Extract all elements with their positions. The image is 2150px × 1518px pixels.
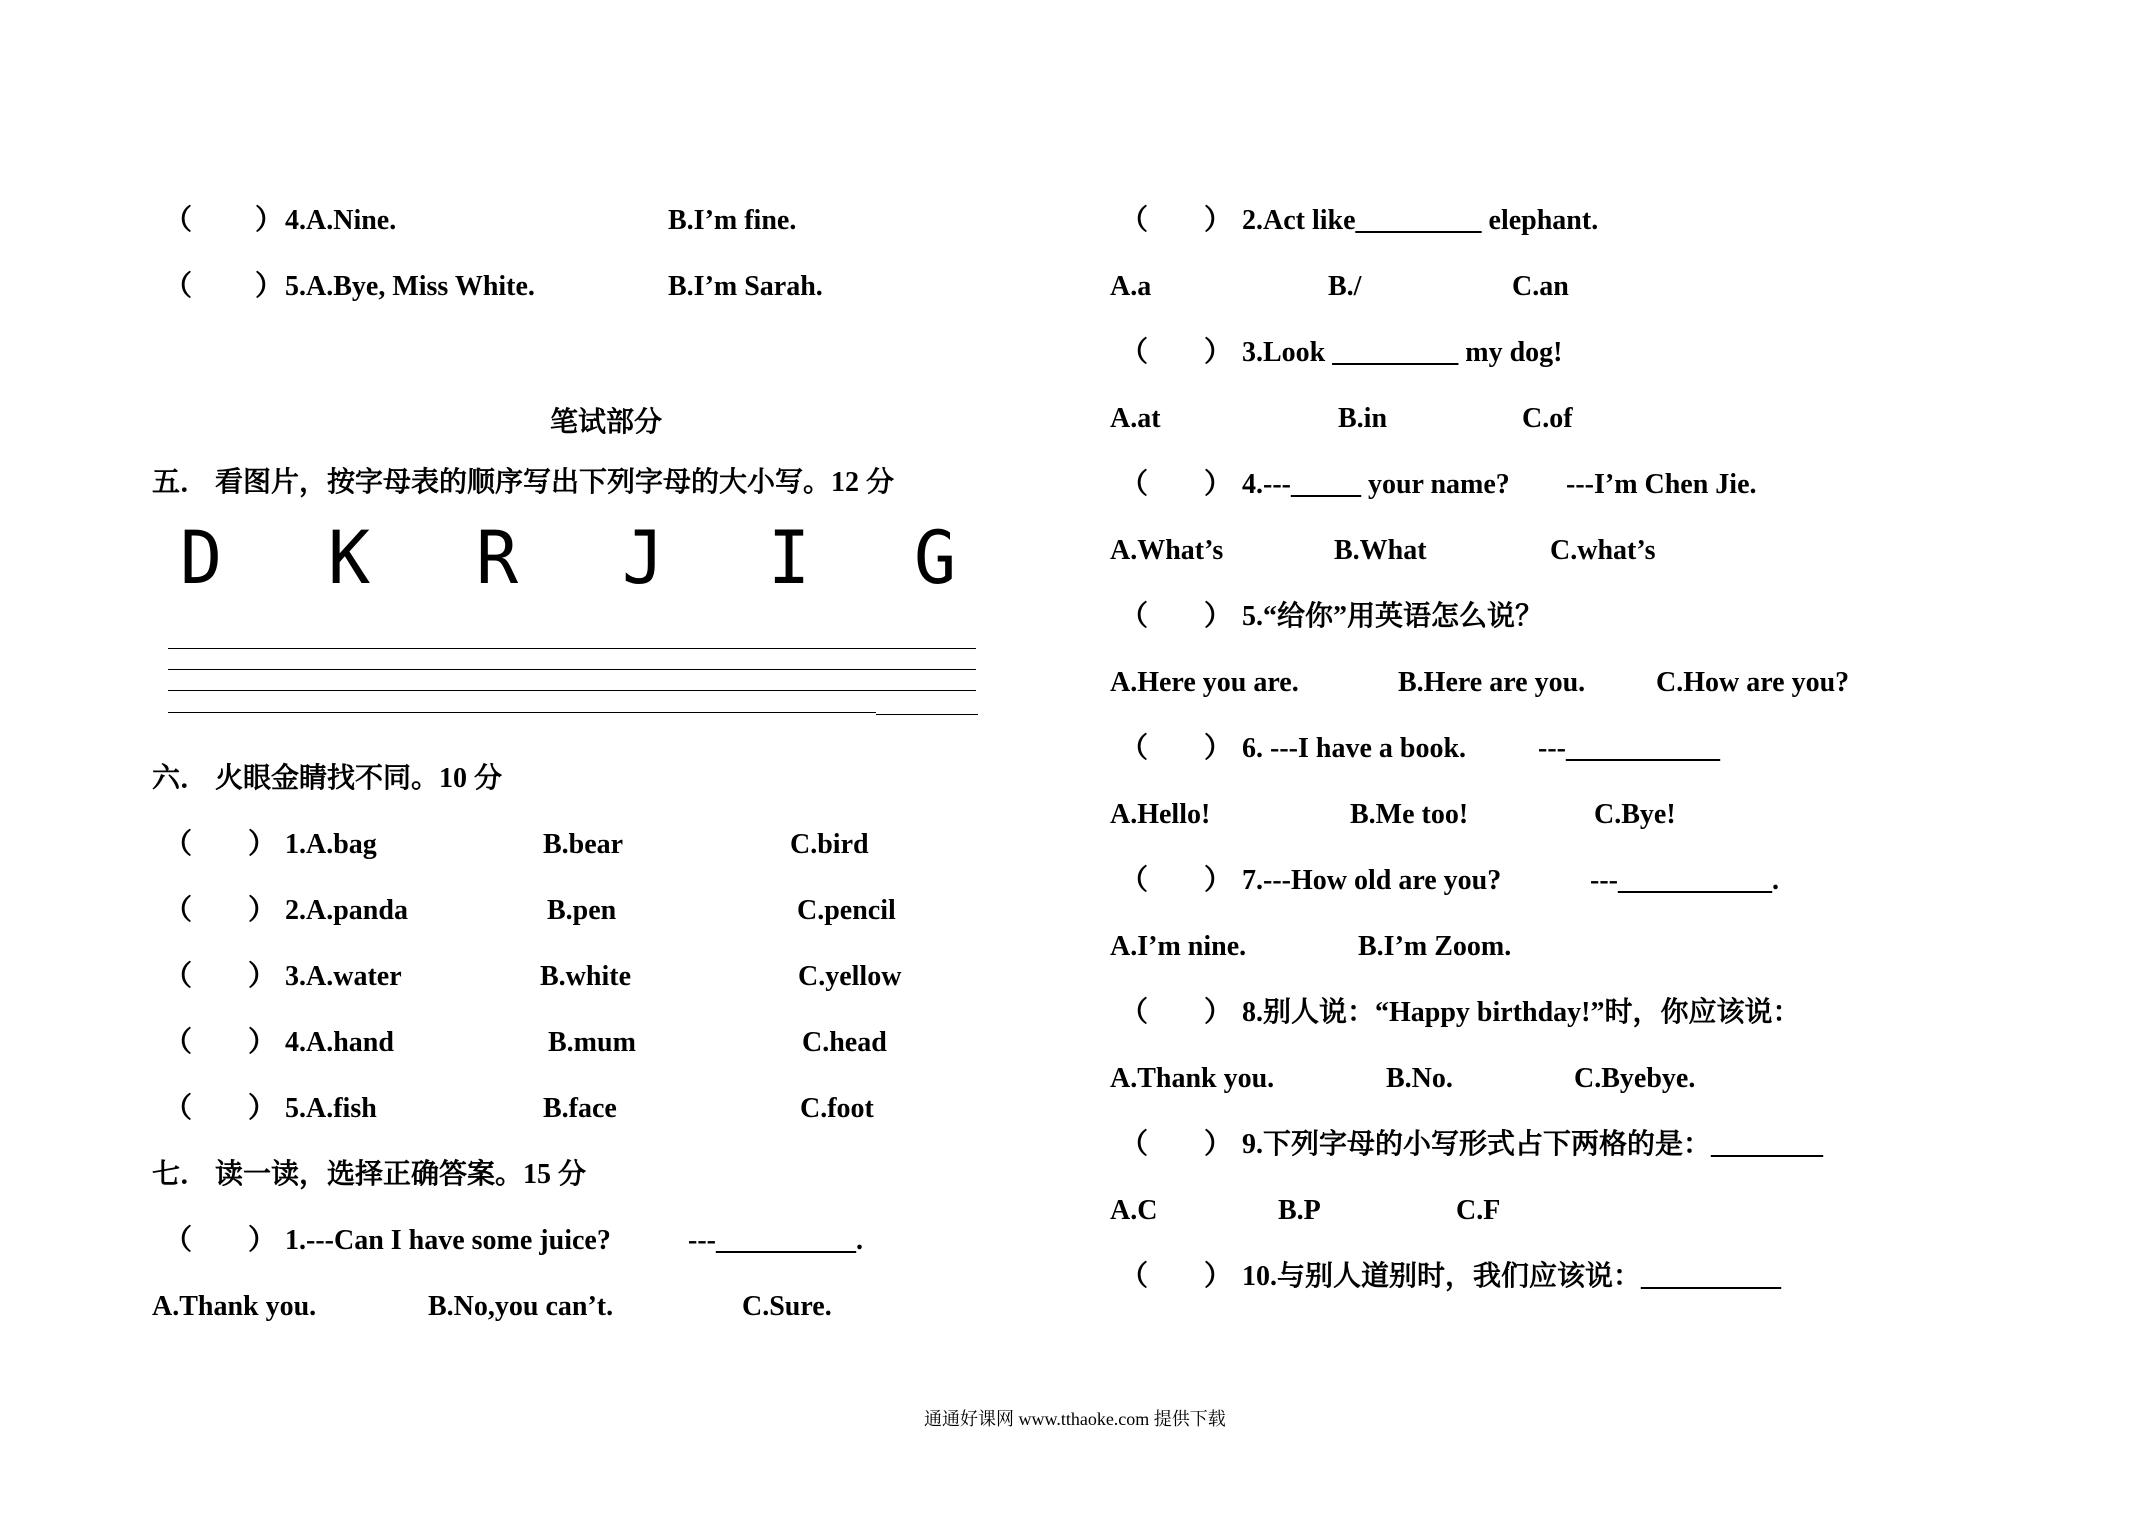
s7-q1-reply[interactable]: ---__________. xyxy=(688,1225,863,1256)
answer-paren-close[interactable]: ） xyxy=(1204,865,1233,896)
answer-paren-open[interactable]: （ xyxy=(164,1093,193,1124)
r-q10-question: 10.与别人道别时，我们应该说：__________ xyxy=(1242,1261,1782,1292)
r-q6-parens xyxy=(1120,732,1232,766)
writing-line-4b[interactable] xyxy=(876,714,978,715)
answer-paren-close[interactable]: ） xyxy=(1204,469,1233,500)
r-q9-question: 9.下列字母的小写形式占下两格的是：________ xyxy=(1242,1129,1824,1160)
answer-paren-close[interactable]: ） xyxy=(248,1027,277,1058)
s7-q1-option-a: A.Thank you. xyxy=(152,1291,317,1322)
answer-paren-open[interactable]: （ xyxy=(1120,733,1149,764)
r-q4-question: 4.---_____ your name? xyxy=(1242,469,1510,500)
letter-i: I xyxy=(768,514,811,602)
r-q7-question: 7.---How old are you? xyxy=(1242,865,1502,896)
s6-q1-b: B.bear xyxy=(543,829,624,860)
answer-paren-close[interactable]: ） xyxy=(248,895,277,926)
r-q7-parens xyxy=(1120,864,1232,898)
answer-paren-close[interactable]: ） xyxy=(1204,1129,1233,1160)
writing-line-3[interactable] xyxy=(168,690,976,691)
answer-paren-open[interactable]: （ xyxy=(164,961,193,992)
answer-paren-close[interactable]: ） xyxy=(255,271,284,302)
section7-heading: 七． 读一读，选择正确答案。15 分 xyxy=(152,1159,587,1190)
listening-q5 xyxy=(164,270,283,304)
r-q6-question: 6. ---I have a book. xyxy=(1242,733,1467,764)
s6-q5-c: C.foot xyxy=(800,1093,874,1124)
answer-paren-open[interactable]: （ xyxy=(164,1027,193,1058)
r-q5-question: 5.“给你”用英语怎么说？ xyxy=(1242,601,1544,632)
r-q7-reply[interactable]: ---___________. xyxy=(1590,865,1779,896)
s6-q1-c: C.bird xyxy=(790,829,869,860)
r-q9-b: B.P xyxy=(1278,1195,1321,1226)
r-q8-question: 8.别人说：“Happy birthday!”时，你应该说： xyxy=(1242,997,1801,1028)
r-q8-c: C.Byebye. xyxy=(1574,1063,1696,1094)
r-q9-a: A.C xyxy=(1110,1195,1158,1226)
letter-r: R xyxy=(476,514,519,602)
letter-j: J xyxy=(622,514,665,602)
r-q4-c: C.what’s xyxy=(1550,535,1656,566)
r-q7-b: B.I’m Zoom. xyxy=(1358,931,1512,962)
answer-paren-close[interactable]: ） xyxy=(248,829,277,860)
r-q4-parens xyxy=(1120,468,1232,502)
r-q3-b: B.in xyxy=(1338,403,1388,434)
s6-q3-parens xyxy=(164,960,276,994)
r-q5-a: A.Here you are. xyxy=(1110,667,1299,698)
r-q3-question: 3.Look _________ my dog! xyxy=(1242,337,1563,368)
answer-paren-open[interactable]: （ xyxy=(164,271,193,302)
r-q5-b: B.Here are you. xyxy=(1398,667,1586,698)
s6-q2-b: B.pen xyxy=(547,895,617,926)
answer-paren-open[interactable]: （ xyxy=(1120,601,1149,632)
answer-paren-close[interactable]: ） xyxy=(255,205,284,236)
page-footer: 通通好课网 www.tthaoke.com 提供下载 xyxy=(924,1409,1226,1429)
s6-q1-a: 1.A.bag xyxy=(285,829,377,860)
s6-q2-a: 2.A.panda xyxy=(285,895,408,926)
answer-paren-open[interactable]: （ xyxy=(1120,1261,1149,1292)
r-q9-c: C.F xyxy=(1456,1195,1501,1226)
r-q2-a: A.a xyxy=(1110,271,1152,302)
r-q8-parens xyxy=(1120,996,1232,1030)
r-q2-c: C.an xyxy=(1512,271,1569,302)
answer-paren-open[interactable]: （ xyxy=(164,829,193,860)
s6-q2-parens xyxy=(164,894,276,928)
s6-q4-parens xyxy=(164,1026,276,1060)
r-q7-a: A.I’m nine. xyxy=(1110,931,1247,962)
s7-q1-option-c: C.Sure. xyxy=(742,1291,832,1322)
r-q5-c: C.How are you? xyxy=(1656,667,1850,698)
answer-paren-close[interactable]: ） xyxy=(248,1093,277,1124)
answer-paren-open[interactable]: （ xyxy=(1120,337,1149,368)
r-q8-a: A.Thank you. xyxy=(1110,1063,1275,1094)
r-q10-parens xyxy=(1120,1260,1232,1294)
s6-q5-b: B.face xyxy=(543,1093,617,1124)
answer-paren-close[interactable]: ） xyxy=(1204,997,1233,1028)
answer-paren-open[interactable]: （ xyxy=(1120,1129,1149,1160)
r-q6-reply[interactable]: ---___________ xyxy=(1538,733,1720,764)
s6-q4-b: B.mum xyxy=(548,1027,636,1058)
r-q2-question: 2.Act like_________ elephant. xyxy=(1242,205,1599,236)
answer-paren-open[interactable]: （ xyxy=(1120,469,1149,500)
r-q6-c: C.Bye! xyxy=(1594,799,1676,830)
answer-paren-open[interactable]: （ xyxy=(164,1225,193,1256)
answer-paren-close[interactable]: ） xyxy=(1204,337,1233,368)
s6-q5-a: 5.A.fish xyxy=(285,1093,377,1124)
r-q4-reply: ---I’m Chen Jie. xyxy=(1566,469,1757,500)
r-q3-parens xyxy=(1120,336,1232,370)
letter-g: G xyxy=(914,514,957,602)
letter-k: K xyxy=(328,514,371,602)
writing-line-1[interactable] xyxy=(168,648,976,649)
writing-line-4[interactable] xyxy=(168,712,876,713)
s6-q3-b: B.white xyxy=(540,961,631,992)
s6-q4-c: C.head xyxy=(802,1027,887,1058)
r-q9-parens xyxy=(1120,1128,1232,1162)
answer-paren-close[interactable]: ） xyxy=(1204,733,1233,764)
r-q8-b: B.No. xyxy=(1386,1063,1453,1094)
r-q4-b: B.What xyxy=(1334,535,1427,566)
listening-q5-b: B.I’m Sarah. xyxy=(668,271,823,302)
r-q3-c: C.of xyxy=(1522,403,1573,434)
answer-paren-open[interactable]: （ xyxy=(1120,205,1149,236)
answer-paren-close[interactable]: ） xyxy=(1204,601,1233,632)
answer-paren-close[interactable]: ） xyxy=(248,1225,277,1256)
r-q6-b: B.Me too! xyxy=(1350,799,1469,830)
r-q5-parens xyxy=(1120,600,1232,634)
s6-q3-c: C.yellow xyxy=(798,961,902,992)
s7-q1-option-b: B.No,you can’t. xyxy=(428,1291,614,1322)
r-q4-a: A.What’s xyxy=(1110,535,1224,566)
s6-q2-c: C.pencil xyxy=(797,895,896,926)
r-q3-a: A.at xyxy=(1110,403,1161,434)
listening-q4-b: B.I’m fine. xyxy=(668,205,797,236)
s6-q1-parens xyxy=(164,828,276,862)
written-section-title: 笔试部分 xyxy=(550,407,663,438)
answer-paren-close[interactable]: ） xyxy=(1204,1261,1233,1292)
s6-q3-a: 3.A.water xyxy=(285,961,402,992)
r-q6-a: A.Hello! xyxy=(1110,799,1211,830)
section6-heading: 六． 火眼金睛找不同。10 分 xyxy=(152,763,503,794)
s6-q4-a: 4.A.hand xyxy=(285,1027,394,1058)
answer-paren-close[interactable]: ） xyxy=(248,961,277,992)
r-q2-parens xyxy=(1120,204,1232,238)
r-q2-b: B./ xyxy=(1328,271,1362,302)
s7-q1-parens xyxy=(164,1224,276,1258)
answer-paren-close[interactable]: ） xyxy=(1204,205,1233,236)
listening-q4 xyxy=(164,204,283,238)
answer-paren-open[interactable]: （ xyxy=(164,895,193,926)
s7-q1-question: 1.---Can I have some juice? xyxy=(285,1225,611,1256)
answer-paren-open[interactable]: （ xyxy=(1120,997,1149,1028)
answer-paren-open[interactable]: （ xyxy=(164,205,193,236)
listening-q5-a: 5.A.Bye, Miss White. xyxy=(285,271,535,302)
letter-d: D xyxy=(180,514,223,602)
listening-q4-a: 4.A.Nine. xyxy=(285,205,397,236)
answer-paren-open[interactable]: （ xyxy=(1120,865,1149,896)
writing-line-2[interactable] xyxy=(168,669,976,670)
s6-q5-parens xyxy=(164,1092,276,1126)
section5-heading: 五． 看图片，按字母表的顺序写出下列字母的大小写。12 分 xyxy=(152,467,895,498)
